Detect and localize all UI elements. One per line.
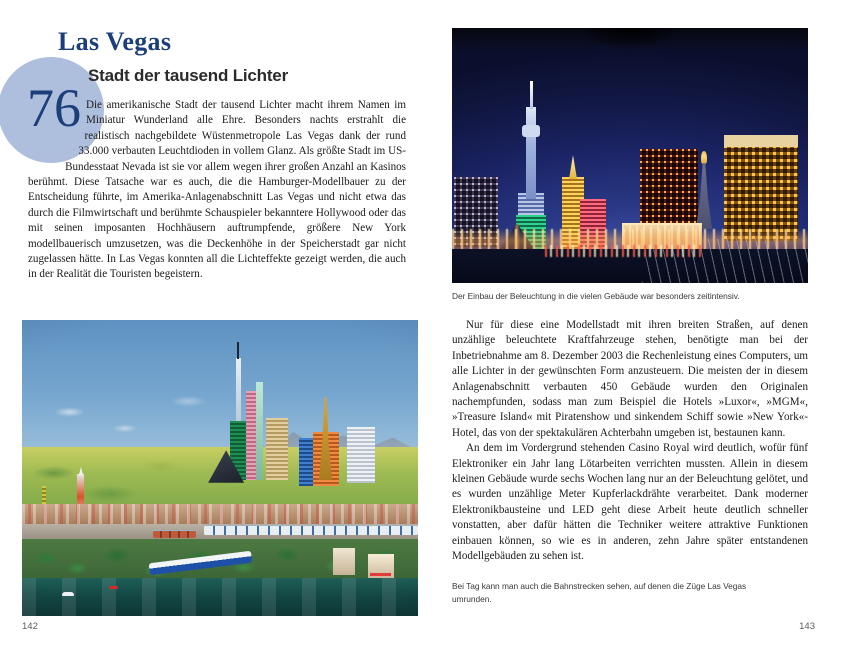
page-subtitle: Stadt der tausend Lichter xyxy=(88,66,288,85)
chapter-number-text: 76 xyxy=(27,78,81,138)
photo-day-mint-tower xyxy=(256,382,263,480)
photo-day-lagoon xyxy=(22,578,418,616)
page-number-left: 142 xyxy=(22,621,38,632)
photo-night-eiffel-body xyxy=(696,163,712,229)
right-paragraph-2: An dem im Vordergrund stehenden Casino Royal wird deutlich, wofür fünf Elektroniker ein Jahr lang Lötarbeiten verrichten mussten. Allein in diesem kleinen Gebäude wurde sechs Wochen lang nur an der Beleuchtung gelötet, und es wurden unzählige Meter Kupferlackdrähte verarbeitet. Dank moderner Elektronikbausteine und LED geht diese Arbeit heute deutlich schneller vonstatten, aber dafür hätten die Techniker weitere attraktive Funktionen einbauen können, so wie es in anderen, zehn Jahre später entstandenen Modellgebäuden zu sehen ist. xyxy=(452,442,808,563)
photo-day-train-upper xyxy=(204,525,418,535)
photo-day-red-car xyxy=(109,586,118,589)
page-title: Las Vegas xyxy=(58,27,172,56)
caption-photo-daylight: Bei Tag kann man auch die Bahnstrecken sehen, auf denen die Züge Las Vegas umrunden. xyxy=(452,581,747,604)
photo-day-waterfront-building-2 xyxy=(368,554,394,578)
photo-daylight-las-vegas xyxy=(22,320,418,616)
intro-text-column xyxy=(28,98,406,283)
photo-day-pink-tower xyxy=(246,391,256,480)
photo-day-waterfront-building-1 xyxy=(333,548,355,575)
right-paragraph-1: Nur für diese eine Modellstadt mit ihren breiten Straßen, auf denen unzählige beleuchtete Kraftfahrzeuge stehen, benötigte man bei der Inbetriebnahme am 8. Dezember 2003 die Rechenleistung eines Computers, um alle Lichter in der gewünschten Form anzusteuern. Die meisten der in diesem Anlagenabschnitt verbauten 450 Gebäude wurden den Originalen nachempfunden, sodass man zum Beispiel die Hotels »Luxor«, »MGM«, »Treasure Island« mit Piratenshow und sinkendem Schiff sowie »New York«-Hotel, das von der spektakulären Achterbahn umgeben ist, bestaunen kann. xyxy=(452,319,808,439)
photo-night-las-vegas xyxy=(452,28,808,283)
photo-day-boat xyxy=(62,592,74,596)
intro-paragraph: Die amerikanische Stadt der tausend Lichter macht ihrem Namen im Miniatur Wunderland alle Ehre. Besonders nachts erstrahlt die realistisch nachgebildete Wüstenmetropole Las Vegas dank der rund 33.000 verbauten Leuchtdioden in vollem Glanz. Als größte Stadt im US-Bundesstaat Nevada ist sie vor allem wegen ihrer großen Anzahl an Kasinos berühmt. Diese Tatsache war es auch, die die Hamburger-Modellbauer zu der Entscheidung führte, im Amerika-Anlagenabschnitt Las Vegas und nicht etwa das durch die Filmwirtschaft und berühmte Schauspieler bekanntere Hollywood oder das mit seinen imposanten Hochhäusern auftrumpfende, größere New York modellbauerisch umzusetzen, was die Deckenhöhe in der Speicherstadt gar nicht zugelassen hätte. In Las Vegas konnten all die Lichteffekte gezeigt werden, die auch in der Realität die Touristen begeistern. xyxy=(28,99,406,281)
photo-night-eiffel-tower xyxy=(696,163,712,229)
photo-night-yellow-hotel xyxy=(724,145,798,241)
photo-night-ceiling xyxy=(452,28,808,54)
photo-day-eiffel-body xyxy=(319,397,332,480)
photo-night-stratosphere-tower xyxy=(526,107,536,199)
photo-day-white-hotel xyxy=(347,427,375,483)
page-number-right: 143 xyxy=(799,621,815,632)
caption-photo-night: Der Einbau der Beleuchtung in die vielen Gebäude war besonders zeitintensiv. xyxy=(452,291,740,301)
photo-day-eiffel-tower xyxy=(319,397,332,480)
right-text-column xyxy=(452,318,808,565)
photo-night-traffic-lights xyxy=(545,245,702,257)
photo-day-train-freight xyxy=(153,530,197,538)
photo-day-beige-hotel xyxy=(266,418,288,480)
